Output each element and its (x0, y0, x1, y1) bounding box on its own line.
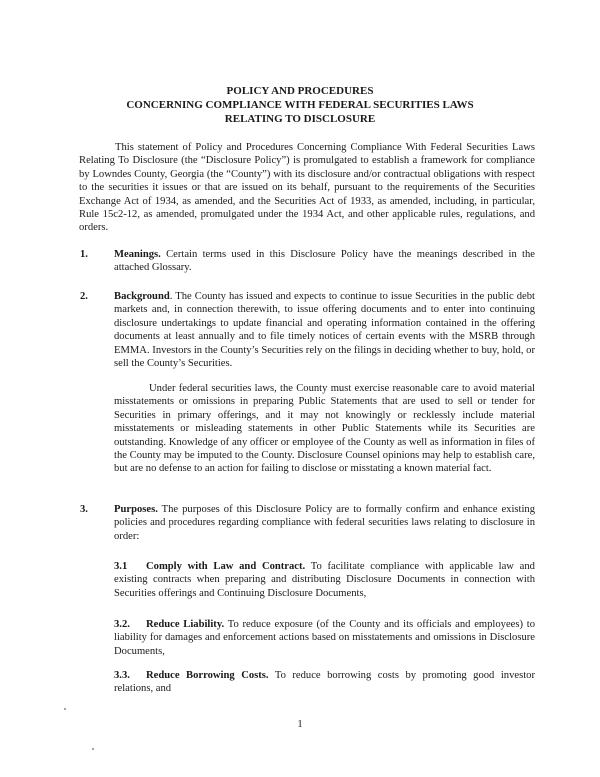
section-3-number: 3. (80, 504, 88, 515)
subsection-3-1-heading: Comply with Law and Contract. (146, 561, 306, 572)
document-title (0, 84, 600, 126)
subsection-3-2 (114, 618, 535, 658)
subsection-3-3-heading: Reduce Borrowing Costs. (146, 670, 269, 681)
section-2-heading: Background (114, 291, 170, 302)
subsection-3-2-heading: Reduce Liability. (146, 619, 225, 630)
subsection-3-2-text: To reduce exposure (of the County and its officials and employees) to liability for damages and enforcement actions based on misstatements and omissions in Disclosure Documents, (114, 619, 535, 657)
title-line-2: CONCERNING COMPLIANCE WITH FEDERAL SECURITIES LAWS (126, 99, 474, 111)
scan-speck (92, 748, 94, 750)
section-3-text: The purposes of this Disclosure Policy are to formally confirm and enhance existing policies and procedures regarding compliance with federal securities laws relating to disclosure in order: (114, 504, 535, 542)
section-2-number: 2. (80, 291, 88, 302)
subsection-3-2-number: 3.2. (114, 619, 130, 630)
subsection-3-3-number: 3.3. (114, 670, 130, 681)
subsection-3-3-text: To reduce borrowing costs by promoting good investor relations, and (114, 670, 535, 695)
subsection-3-1-number: 3.1 (114, 561, 128, 572)
section-1-heading: Meanings. (114, 249, 161, 260)
section-2-text: . The County has issued and expects to continue to issue Securities in the public debt markets and, in connection therewith, to issue offering documents and to enter into continuing disclosure undertakings to update financial and operating information contained in the offering documents at least annually and to file timely notices of certain events with the MSRB through EMMA. Investors in the County’s Securities rely on the filings in deciding whether to buy, hold, or sell the County’s Securities. (114, 291, 535, 370)
intro-paragraph: This statement of Policy and Procedures Concerning Compliance With Federal Securities Laws Relating To Disclosure (the “Disclosure Policy”) is promulgated to establish a framework for compliance by Lowndes County, Georgia (the “County”) with its disclosure and/or contractual obligations with respect to the securities it issues or that are issued on its behalf, pursuant to the requirements of the Securities Exchange Act of 1934, as amended, and the Securities Act of 1933, as amended, including, in particular, Rule 15c2-12, as amended, promulgated under the 1934 Act, and other applicable rules, regulations, and orders. (79, 142, 535, 234)
title-line-1: POLICY AND PROCEDURES (226, 85, 374, 97)
subsection-3-3 (114, 669, 535, 696)
subsection-3-1 (114, 560, 535, 600)
scan-speck (64, 708, 66, 710)
page-number: 1 (297, 719, 303, 730)
section-1-text: Certain terms used in this Disclosure Policy have the meanings described in the attached Glossary. (114, 249, 535, 274)
section-1-number: 1. (80, 249, 88, 260)
section-3-heading: Purposes. (114, 504, 158, 515)
section-3-body (114, 503, 535, 543)
section-1-body (114, 248, 535, 275)
subsection-3-1-text: To facilitate compliance with applicable law and existing contracts when preparing and distributing Disclosure Documents in connection with Securities offerings and Continuing Disclosure Documents, (114, 561, 535, 599)
section-2-paragraph-2: Under federal securities laws, the County must exercise reasonable care to avoid material misstatements or omissions in preparing Public Statements that are used to sell or tender for Securities in primary offerings, and it may not knowingly or recklessly include material misstatements or misleading statements in other Public Statements while its Securities are outstanding. Knowledge of any officer or employee of the County as well as information in files of the County may be imputed to the County. Disclosure Counsel opinions may help to establish care, but are no defense to an action for failing to disclose or misstating a known material fact. (114, 383, 535, 475)
section-2-body (114, 290, 535, 370)
title-line-3: RELATING TO DISCLOSURE (224, 113, 376, 125)
